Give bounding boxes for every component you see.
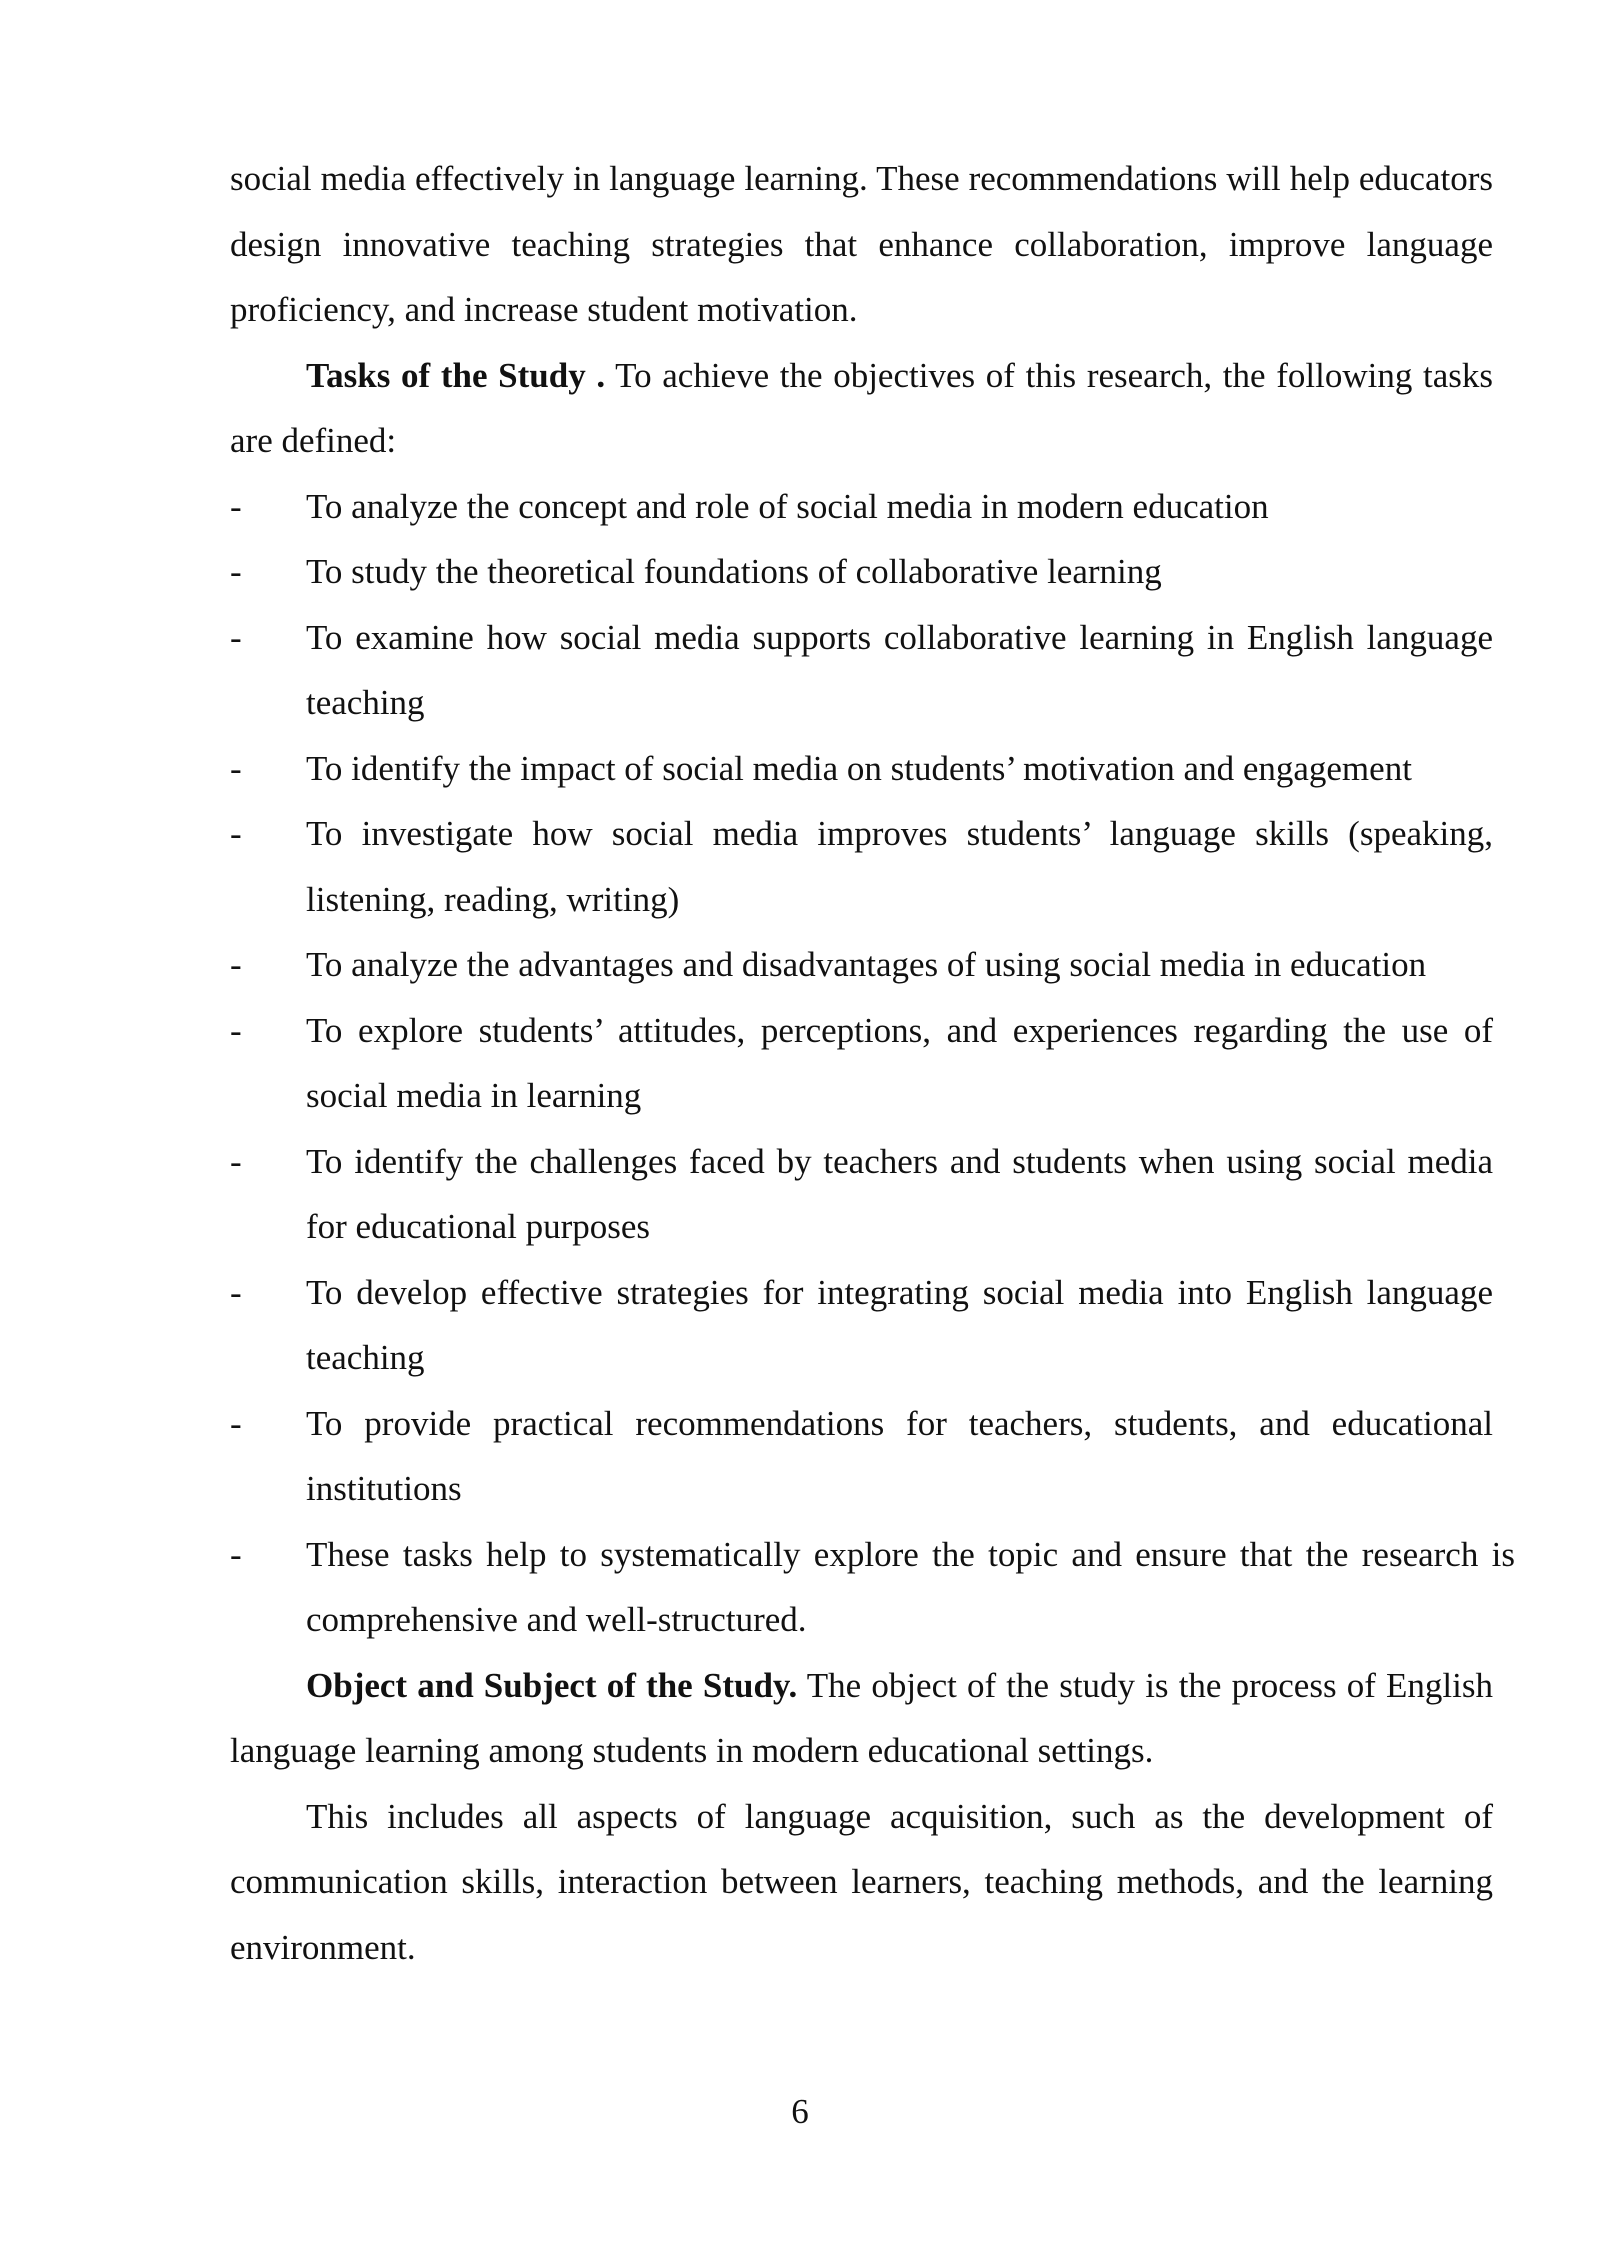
tasks-paragraph — [230, 343, 1493, 474]
task-text: To identify the challenges faced by teachers and students when using social media for educational purposes — [306, 1141, 1493, 1246]
task-text: To analyze the advantages and disadvantages of using social media in education — [306, 945, 1427, 984]
task-item — [230, 998, 1493, 1129]
task-item — [230, 539, 1493, 605]
object-text: The object of the study is the process of English language learning among students in modern educational settings. — [230, 1665, 1493, 1770]
bullet-dash: - — [230, 1010, 242, 1050]
bullet-dash: - — [230, 617, 242, 657]
includes-paragraph: This includes all aspects of language acquisition, such as the development of communication skills, interaction between learners, teaching methods, and the learning environment. — [230, 1796, 1493, 1967]
task-item — [230, 1522, 1515, 1653]
bullet-dash: - — [230, 486, 242, 526]
task-text: To analyze the concept and role of social media in modern education — [306, 486, 1269, 526]
task-text: To investigate how social media improves students’ language skills (speaking, listening, reading, writing) — [306, 814, 1493, 919]
bullet-dash: - — [230, 1272, 242, 1312]
task-item — [230, 932, 1493, 998]
task-item — [230, 1391, 1493, 1522]
tasks-heading: Tasks of the Study . — [306, 355, 606, 395]
bullet-dash: - — [230, 1534, 242, 1574]
page-number: 6 — [791, 2092, 809, 2131]
bullet-dash: - — [230, 748, 242, 788]
object-paragraph — [230, 1653, 1493, 1784]
bullet-dash: - — [230, 814, 242, 853]
task-text: To provide practical recommendations for teachers, students, and educational institutions — [306, 1403, 1493, 1508]
task-item — [230, 736, 1493, 802]
page-content — [230, 146, 1515, 1980]
bullet-dash: - — [230, 1403, 242, 1443]
task-list — [230, 474, 1515, 1653]
task-text: To identify the impact of social media on students’ motivation and engagement — [306, 748, 1412, 788]
task-item — [230, 474, 1493, 540]
object-heading: Object and Subject of the Study. — [306, 1665, 798, 1705]
task-text: To explore students’ attitudes, perceptions, and experiences regarding the use of social media in learning — [306, 1010, 1493, 1115]
task-item — [230, 605, 1493, 736]
task-text: These tasks help to systematically explore the topic and ensure that the research is comprehensive and well-structured. — [306, 1534, 1515, 1639]
bullet-dash: - — [230, 945, 242, 984]
tasks-intro: To achieve the objectives of this research, the following tasks are defined: — [230, 355, 1494, 460]
task-item — [230, 1129, 1493, 1260]
task-item — [230, 801, 1493, 932]
task-text: To develop effective strategies for integrating social media into English language teaching — [306, 1272, 1493, 1377]
task-text: To study the theoretical foundations of collaborative learning — [306, 552, 1162, 591]
task-item — [230, 1260, 1493, 1391]
intro-paragraph: social media effectively in language learning. These recommendations will help educators design innovative teaching strategies that enhance collaboration, improve language proficiency, and increase student motivation. — [230, 159, 1493, 329]
bullet-dash: - — [230, 1141, 242, 1181]
bullet-dash: - — [230, 552, 242, 591]
task-text: To examine how social media supports collaborative learning in English language teaching — [306, 617, 1493, 722]
